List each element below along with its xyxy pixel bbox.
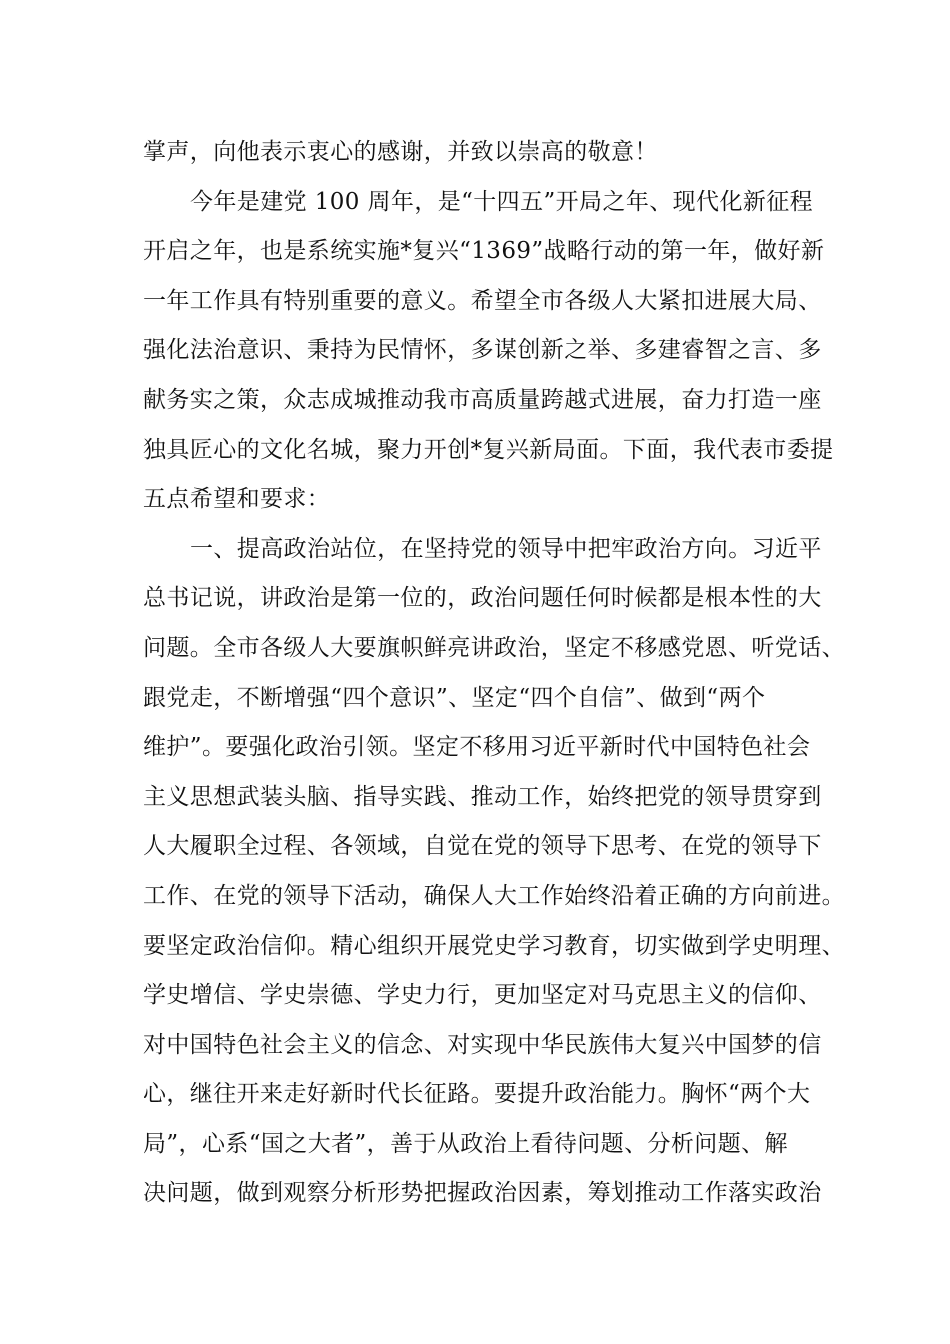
text-line: 要坚定政治信仰。精心组织开展党史学习教育，切实做到学史明理、	[143, 932, 845, 959]
text-line: 决问题，做到观察分析形势把握政治因素，筹划推动工作落实政治	[143, 1180, 822, 1207]
text-line: 献务实之策，众志成城推动我市高质量跨越式进展，奋力打造一座	[143, 386, 822, 413]
text-line: 掌声，向他表示衷心的感谢，并致以崇高的敬意！	[143, 139, 658, 165]
text-line: 维护”。要强化政治引领。坚定不移用习近平新时代中国特色社会	[143, 734, 811, 761]
text-line: 开启之年，也是系统实施*复兴“1369”战略行动的第一年，做好新	[143, 238, 825, 265]
text-line: 总书记说，讲政治是第一位的，政治问题任何时候都是根本性的大	[143, 585, 822, 612]
body-text	[143, 128, 843, 1219]
text-line: 一年工作具有特别重要的意义。希望全市各级人大紧扣进展大局、	[143, 287, 822, 314]
text-line: 五点希望和要求：	[143, 486, 331, 513]
text-line: 工作、在党的领导下活动，确保人大工作始终沿着正确的方向前进。	[143, 882, 845, 909]
text-line: 跟党走，不断增强“四个意识”、坚定“四个自信”、做到“两个	[143, 684, 766, 711]
text-line: 今年是建党 100 周年，是“十四五”开局之年、现代化新征程	[190, 188, 814, 215]
text-line: 问题。全市各级人大要旗帜鲜亮讲政治，坚定不移感党恩、听党话、	[143, 634, 845, 661]
text-line: 主义思想武装头脑、指导实践、推动工作，始终把党的领导贯穿到	[143, 783, 822, 810]
text-line: 强化法治意识、秉持为民情怀，多谋创新之举、多建睿智之言、多	[143, 337, 822, 364]
text-line: 心，继往开来走好新时代长征路。要提升政治能力。胸怀“两个大	[143, 1081, 811, 1108]
text-line: 局”，心系“国之大者”，善于从政治上看待问题、分析问题、解	[143, 1130, 788, 1157]
text-line: 人大履职全过程、各领域，自觉在党的领导下思考、在党的领导下	[143, 833, 822, 860]
text-line: 一、提高政治站位，在坚持党的领导中把牢政治方向。习近平	[190, 535, 822, 562]
text-line: 独具匠心的文化名城，聚力开创*复兴新局面。下面，我代表市委提	[143, 436, 834, 463]
text-line: 对中国特色社会主义的信念、对实现中华民族伟大复兴中国梦的信	[143, 1031, 822, 1058]
text-line: 学史增信、学史崇德、学史力行，更加坚定对马克思主义的信仰、	[143, 982, 822, 1009]
